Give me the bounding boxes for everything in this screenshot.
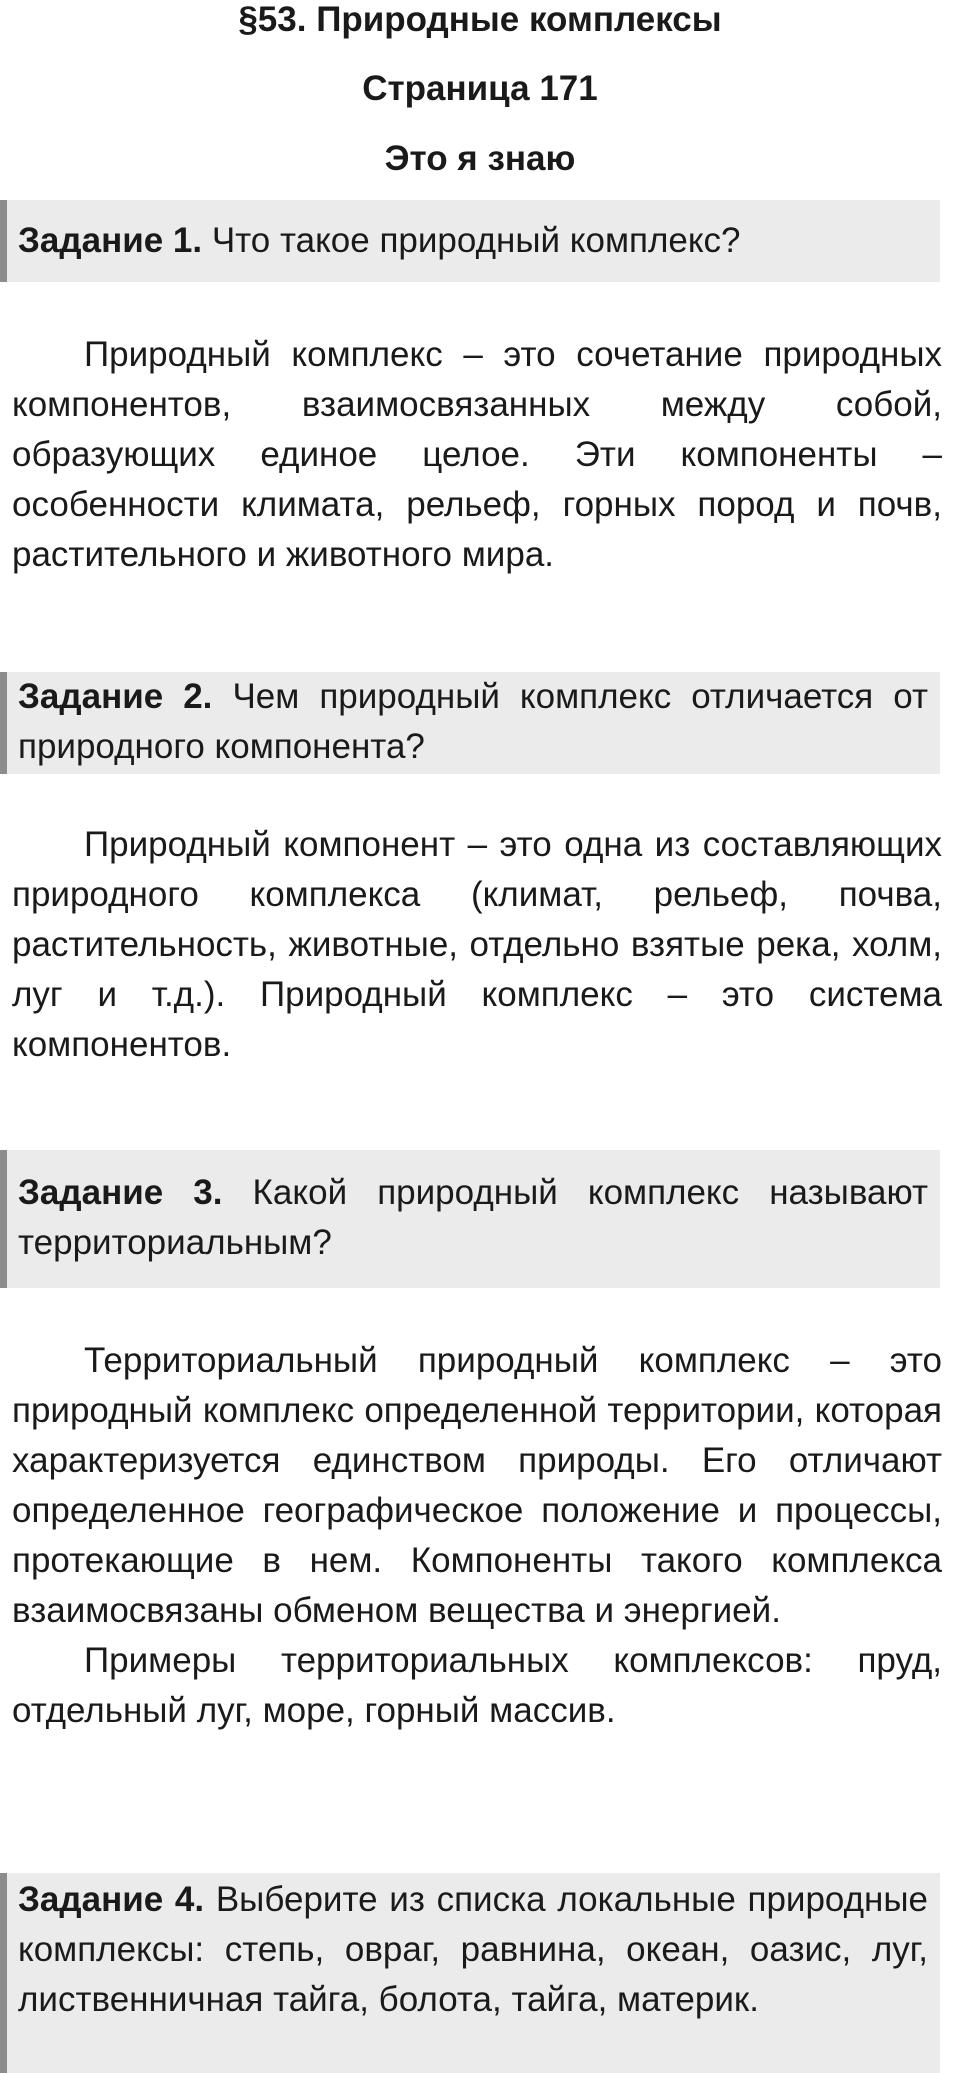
task-1-label: Задание 1. <box>18 221 203 260</box>
task-3-answer-paragraph-2: Примеры территориальных комплексов: пруд, отдельный луг, море, горный массив. <box>12 1641 942 1730</box>
task-2-answer <box>12 820 942 1070</box>
task-2-question: Чем природный комплекс отличается от природного компонента? <box>18 677 928 766</box>
task-2-answer-paragraph: Природный компонент – это одна из составляющих природного комплекса (климат, рельеф, почва, растительность, животные, отдельно взятые река, холм, луг и т.д.). Природный комплекс – это система компонентов. <box>12 825 942 1064</box>
task-3-box <box>0 1150 940 1288</box>
subsection-title: Это я знаю <box>384 139 576 178</box>
task-3-answer <box>12 1336 942 1736</box>
task-2-label: Задание 2. <box>18 677 213 716</box>
task-4-label: Задание 4. <box>18 1880 205 1919</box>
task-2-box <box>0 672 940 774</box>
task-4-box <box>0 1873 940 2073</box>
section-title: §53. Природные комплексы <box>238 0 722 39</box>
task-1-question: Что такое природный комплекс? <box>211 221 741 260</box>
task-4-question: Выберите из списка локальные природные комплексы: степь, овраг, равнина, океан, оазис, луг, лиственничная тайга, болота, тайга, материк. <box>18 1880 928 2019</box>
task-3-answer-paragraph-1: Территориальный природный комплекс – это природный комплекс определенной территории, которая характеризуется единством природы. Его отличают определенное географическое положение и процессы, протекающие в нем. Компоненты такого комплекса взаимосвязаны обменом вещества и энергией. <box>12 1341 942 1630</box>
page-label: Страница 171 <box>362 69 598 108</box>
task-1-answer <box>12 330 942 580</box>
task-1-answer-paragraph: Природный комплекс – это сочетание природных компонентов, взаимосвязанных между собой, образующих единое целое. Эти компоненты – особенности климата, рельеф, горных пород и почв, растительного и животного мира. <box>12 335 942 574</box>
task-3-label: Задание 3. <box>18 1173 223 1212</box>
task-1-box <box>0 200 940 282</box>
task-3-question: Какой природный комплекс называют территориальным? <box>18 1173 928 1262</box>
